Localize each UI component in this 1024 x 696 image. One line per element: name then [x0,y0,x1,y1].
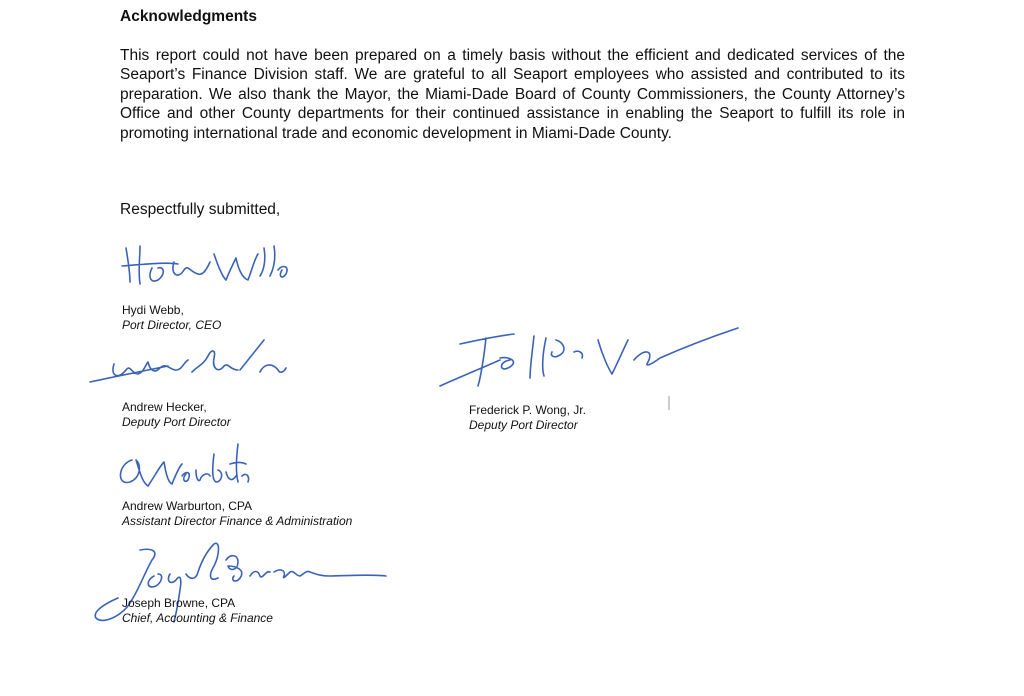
signature-hydi-webb [118,240,298,290]
signatory-title: Deputy Port Director [469,418,578,432]
signature-frederick-wong [438,322,748,392]
stray-mark [668,396,670,410]
signatory-name: Hydi Webb, [122,303,184,317]
signatory-name: Frederick P. Wong, Jr. [469,403,586,417]
signatory-title: Chief, Accounting & Finance [122,611,273,625]
signatory-title: Assistant Director Finance & Administration [122,514,353,528]
signatory-frederick-wong [469,403,586,433]
signature-andrew-hecker [88,336,288,388]
closing-line: Respectfully submitted, [120,201,281,218]
signatory-title: Deputy Port Director [122,415,231,429]
signatory-name: Joseph Browne, CPA [122,596,236,610]
signatory-andrew-warburton [122,499,352,529]
signatory-andrew-hecker [122,400,231,430]
signatory-hydi-webb [122,303,221,333]
signatory-name: Andrew Hecker, [122,400,207,414]
signatory-joseph-browne [122,596,273,626]
signatory-title: Port Director, CEO [122,318,222,332]
signature-andrew-warburton [112,442,252,492]
acknowledgments-paragraph: This report could not have been prepared on a timely basis without the efficient and dedicated services of the Seaport’s Finance Division staff. We are grateful to all Seaport employees who assisted and contributed to its preparation. We also thank the Mayor, the Miami-Dade Board of County Commissioners, the County Attorney’s Office and other County departments for their continued assistance in enabling the Seaport to fulfill its role in promoting international trade and economic development in Miami-Dade County. [120,47,905,142]
signatory-name: Andrew Warburton, CPA [122,499,253,513]
section-heading: Acknowledgments [120,8,257,25]
